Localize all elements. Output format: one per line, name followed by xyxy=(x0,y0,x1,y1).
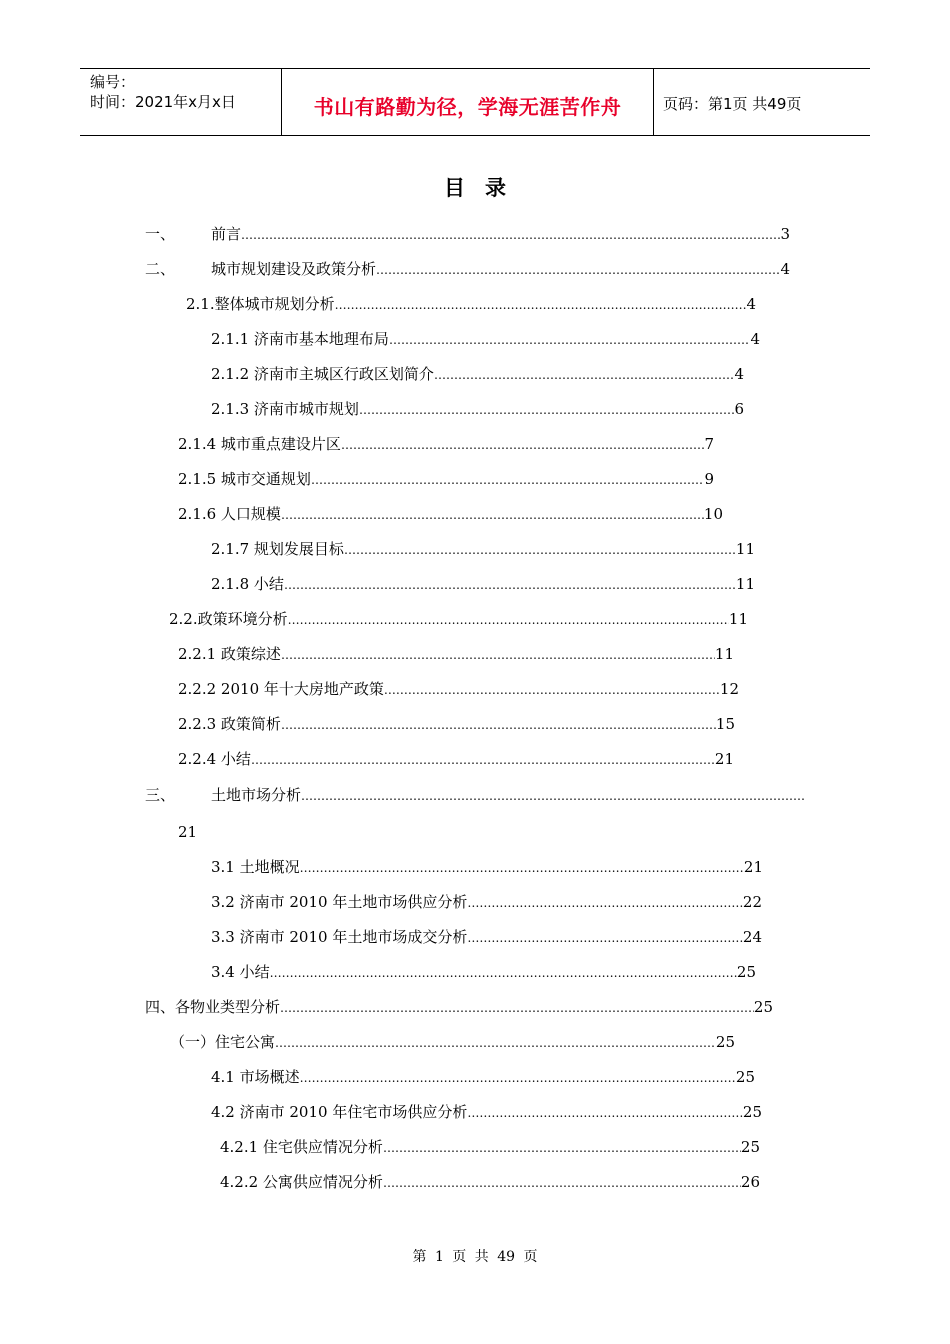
toc-entry-label: 3.4 小结 xyxy=(211,963,270,981)
toc-entry xyxy=(211,538,755,560)
toc-leader-dots xyxy=(288,609,729,631)
toc-entry-label: 3.1 土地概况 xyxy=(211,858,300,876)
toc-leader-dots xyxy=(383,1172,741,1194)
toc-entry-label: 3.3 济南市 2010 年土地市场成交分析 xyxy=(211,928,468,946)
toc-entry xyxy=(211,573,755,595)
toc-entry-label: 2.1.4 城市重点建设片区 xyxy=(178,435,341,453)
toc-entry-page: 15 xyxy=(715,715,735,733)
toc-entry xyxy=(211,926,762,948)
toc-entry-page: 25 xyxy=(740,1138,760,1156)
toc-entry-page: 21 xyxy=(743,858,763,876)
toc-entry-page: 12 xyxy=(719,680,739,698)
toc-entry-page: 25 xyxy=(715,1033,735,1051)
toc-entry-page: 11 xyxy=(714,645,734,663)
toc-entry-label: 4.2 济南市 2010 年住宅市场供应分析 xyxy=(211,1103,468,1121)
toc-entry xyxy=(220,1171,760,1193)
toc-leader-dots xyxy=(467,892,743,914)
toc-entry-label: （一）住宅公寓 xyxy=(170,1033,276,1051)
toc-entry-label: 4.2.1 住宅供应情况分析 xyxy=(220,1138,383,1156)
toc-leader-dots xyxy=(280,997,754,1019)
toc-entry-page: 25 xyxy=(735,1068,755,1086)
toc-entry xyxy=(211,856,763,878)
toc-leader-dots xyxy=(335,294,747,316)
toc-leader-dots xyxy=(300,1067,736,1089)
toc-entry-page: 4 xyxy=(750,330,760,348)
toc-entry-page: 10 xyxy=(703,505,723,523)
toc-entry-number: 三、 xyxy=(145,786,176,804)
toc-entry-page: 11 xyxy=(735,540,755,558)
toc-entry-page: 25 xyxy=(753,998,773,1016)
toc-leader-dots xyxy=(300,857,744,879)
toc-entry-page: 25 xyxy=(742,1103,762,1121)
toc-leader-dots xyxy=(241,224,780,246)
toc-entry xyxy=(178,468,714,490)
toc-entry-page: 11 xyxy=(728,610,748,628)
toc-entry-page: 7 xyxy=(704,435,714,453)
toc-entry-label: 2.1.3 济南市城市规划 xyxy=(211,400,359,418)
page-footer: 第 1 页 共 49 页 xyxy=(412,1249,538,1265)
toc-entry-page: 11 xyxy=(735,575,755,593)
toc-leader-dots xyxy=(281,714,716,736)
toc-entry-label: 2.2.3 政策简析 xyxy=(178,715,281,733)
toc-entry-page: 26 xyxy=(740,1173,760,1191)
toc-leader-dots xyxy=(359,399,735,421)
toc-entry-page: 22 xyxy=(742,893,762,911)
toc-leader-dots xyxy=(281,644,715,666)
toc-entry-label: 土地市场分析 xyxy=(211,786,302,804)
toc-leader-dots xyxy=(389,329,751,351)
toc-entry-label: 4.2.2 公寓供应情况分析 xyxy=(220,1173,383,1191)
toc-entry-page: 24 xyxy=(742,928,762,946)
toc-entry xyxy=(178,678,739,700)
toc-entry-page: 3 xyxy=(780,225,790,243)
toc-entry xyxy=(145,996,773,1018)
toc-entry xyxy=(211,891,762,913)
toc-leader-dots xyxy=(301,785,805,807)
toc-entry-label: 21 xyxy=(178,823,198,841)
toc-leader-dots xyxy=(341,434,705,456)
toc-entry-number: 二、 xyxy=(145,260,176,278)
toc-entry-label: 2.2.2 2010 年十大房地产政策 xyxy=(178,680,384,698)
header-meta xyxy=(80,69,282,135)
toc-entry xyxy=(178,643,734,665)
toc-entry xyxy=(178,713,735,735)
toc-leader-dots xyxy=(284,574,736,596)
toc-entry-page: 25 xyxy=(736,963,756,981)
toc-entry-page: 21 xyxy=(714,750,734,768)
toc-entry xyxy=(211,328,760,350)
toc-leader-dots xyxy=(251,749,715,771)
toc-leader-dots xyxy=(344,539,736,561)
toc-entry xyxy=(178,748,734,770)
toc-entry-label: 2.1.5 城市交通规划 xyxy=(178,470,311,488)
toc-entry-page: 9 xyxy=(704,470,714,488)
toc-entry xyxy=(145,784,805,806)
toc-entry xyxy=(211,961,756,983)
toc-entry xyxy=(145,223,790,245)
toc-entry-label: 四、各物业类型分析 xyxy=(145,998,281,1016)
toc-leader-dots xyxy=(376,259,780,281)
toc-leader-dots xyxy=(311,469,705,491)
toc-entry-label: 2.2.4 小结 xyxy=(178,750,251,768)
toc-entry-label: 城市规划建设及政策分析 xyxy=(211,260,377,278)
toc-leader-dots xyxy=(384,679,720,701)
toc-title: 目录 xyxy=(444,176,526,200)
toc-entry-label: 2.1.2 济南市主城区行政区划简介 xyxy=(211,365,434,383)
header-page-info: 页码：第1页 共49页 xyxy=(663,94,802,113)
toc-leader-dots xyxy=(281,504,704,526)
toc-entry-page: 4 xyxy=(780,260,790,278)
toc-entry-label: 3.2 济南市 2010 年土地市场供应分析 xyxy=(211,893,468,911)
page-header xyxy=(80,68,870,136)
toc-entry xyxy=(211,398,744,420)
toc-entry-label: 2.2.1 政策综述 xyxy=(178,645,281,663)
header-number-label: 编号： xyxy=(90,73,136,91)
toc-entry-page: 4 xyxy=(746,295,756,313)
toc-entry-number: 一、 xyxy=(145,225,176,243)
toc-entry xyxy=(169,608,748,630)
toc-entry-label: 2.1.整体城市规划分析 xyxy=(186,295,335,313)
toc-entry xyxy=(186,293,756,315)
toc-entry-label: 前言 xyxy=(211,225,242,243)
toc-leader-dots xyxy=(275,1032,716,1054)
header-motto-cell xyxy=(282,69,654,135)
header-motto: 书山有路勤为径，学海无涯苦作舟 xyxy=(313,94,622,119)
toc-leader-dots xyxy=(383,1137,741,1159)
toc-entry-label: 2.1.1 济南市基本地理布局 xyxy=(211,330,389,348)
toc-leader-dots xyxy=(270,962,737,984)
toc-entry xyxy=(145,258,790,280)
toc-entry xyxy=(170,1031,735,1053)
toc-entry-label: 2.1.8 小结 xyxy=(211,575,284,593)
toc-entry xyxy=(178,503,723,525)
header-time-label: 时间：2021年x月x日 xyxy=(90,93,236,111)
toc-leader-dots xyxy=(434,364,735,386)
toc-entry xyxy=(211,1101,762,1123)
toc-entry-label: 4.1 市场概述 xyxy=(211,1068,300,1086)
toc-entry-label: 2.1.7 规划发展目标 xyxy=(211,540,344,558)
toc-entry xyxy=(178,821,197,843)
toc-entry-label: 2.2.政策环境分析 xyxy=(169,610,288,628)
toc-entry-label: 2.1.6 人口规模 xyxy=(178,505,281,523)
toc-entry xyxy=(178,433,714,455)
toc-leader-dots xyxy=(467,927,743,949)
toc-entry-page: 6 xyxy=(734,400,744,418)
toc-entry xyxy=(220,1136,760,1158)
toc-entry xyxy=(211,1066,755,1088)
toc-entry-page: 4 xyxy=(734,365,744,383)
toc-entry xyxy=(211,363,744,385)
toc-leader-dots xyxy=(467,1102,743,1124)
